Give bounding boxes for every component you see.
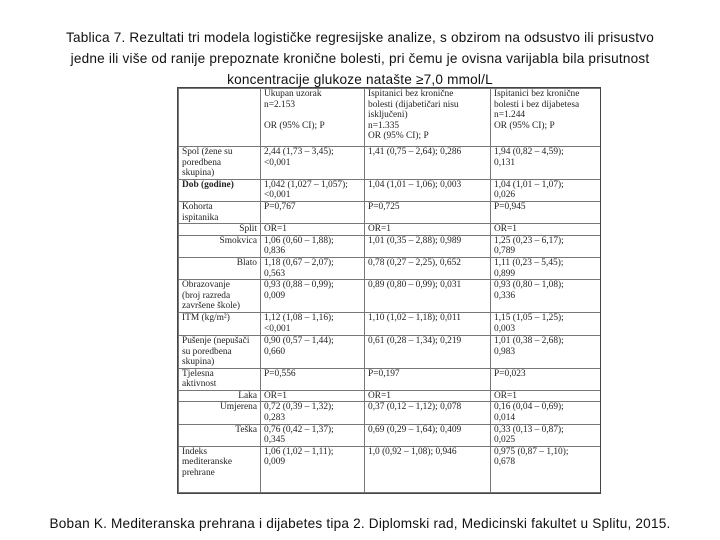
- header-cell: [179, 89, 261, 147]
- table-cell: 1,94 (0,82 – 4,59); 0,131: [491, 147, 601, 180]
- table-cell: 1,01 (0,35 – 2,88); 0,989: [365, 235, 491, 257]
- row-label: Smokvica: [179, 235, 261, 257]
- table-cell: 0,69 (0,29 – 1,64); 0,409: [365, 424, 491, 446]
- row-label: Kohorta ispitanika: [179, 201, 261, 223]
- table-cell: P=0,767: [261, 201, 365, 223]
- table-cell: 0,61 (0,28 – 1,34); 0,219: [365, 335, 491, 368]
- row-label: Umjerena: [179, 402, 261, 424]
- table-row: [179, 280, 601, 313]
- table-cell: 0,975 (0,87 – 1,10); 0,678: [491, 446, 601, 492]
- table-header-row: [179, 89, 601, 147]
- table-row: [179, 235, 601, 257]
- table-cell: 0,16 (0,04 – 0,69); 0,014: [491, 402, 601, 424]
- table-cell: OR=1: [491, 224, 601, 236]
- table-cell: OR=1: [491, 390, 601, 402]
- table-cell: OR=1: [365, 390, 491, 402]
- row-label: ITM (kg/m²): [179, 312, 261, 335]
- table-row: [179, 424, 601, 446]
- table-cell: 0,89 (0,80 – 0,99); 0,031: [365, 280, 491, 313]
- table-cell: 1,10 (1,02 – 1,18); 0,011: [365, 312, 491, 335]
- caption-line-1: Tablica 7. Rezultati tri modela logističke regresijske analize, s obzirom na odsustvo ili prisustvo: [66, 30, 654, 45]
- header-cell: Ispitanici bez kronične bolesti i bez dijabetesa n=1.244 OR (95% CI); P: [491, 89, 601, 147]
- table-cell: P=0,945: [491, 201, 601, 223]
- table-cell: OR=1: [261, 390, 365, 402]
- row-label: Laka: [179, 390, 261, 402]
- table-row: [179, 335, 601, 368]
- table-row: [179, 224, 601, 236]
- regression-table: [177, 87, 601, 494]
- table-row: [179, 179, 601, 201]
- table-row: [179, 201, 601, 223]
- row-label: Blato: [179, 257, 261, 279]
- table-cell: 0,37 (0,12 – 1,12); 0,078: [365, 402, 491, 424]
- caption-line-3: koncentracije glukoze natašte ≥7,0 mmol/L: [227, 72, 493, 87]
- row-label: Split: [179, 224, 261, 236]
- table-row: [179, 390, 601, 402]
- table-cell: 1,04 (1,01 – 1,07); 0,026: [491, 179, 601, 201]
- table-cell: 0,78 (0,27 – 2,25), 0,652: [365, 257, 491, 279]
- table-row: [179, 147, 601, 180]
- table-row: [179, 257, 601, 279]
- row-label: Dob (godine): [179, 179, 261, 201]
- table-cell: 0,72 (0,39 – 1,32); 0,283: [261, 402, 365, 424]
- table-cell: 1,25 (0,23 – 6,17); 0,789: [491, 235, 601, 257]
- table-cell: P=0,197: [365, 368, 491, 390]
- table-cell: 1,18 (0,67 – 2,07); 0,563: [261, 257, 365, 279]
- table-cell: P=0,556: [261, 368, 365, 390]
- row-label: Teška: [179, 424, 261, 446]
- table-cell: 1,06 (0,60 – 1,88); 0,836: [261, 235, 365, 257]
- table-cell: 1,41 (0,75 – 2,64); 0,286: [365, 147, 491, 180]
- table-caption: [40, 27, 680, 90]
- table-cell: 0,93 (0,80 – 1,08); 0,336: [491, 280, 601, 313]
- table-cell: P=0,023: [491, 368, 601, 390]
- table-cell: OR=1: [365, 224, 491, 236]
- table-cell: 1,06 (1,02 – 1,11); 0,009: [261, 446, 365, 492]
- table-cell: 1,04 (1,01 – 1,06); 0,003: [365, 179, 491, 201]
- table-cell: P=0,725: [365, 201, 491, 223]
- caption-line-2: jedne ili više od ranije prepoznate kronične bolesti, pri čemu je ovisna varijabla bila prisutnost: [70, 51, 650, 66]
- header-cell: Ispitanici bez kronične bolesti (dijabetičari nisu isključeni) n=1.335 OR (95% CI); P: [365, 89, 491, 147]
- table-cell: 1,01 (0,38 – 2,68); 0,983: [491, 335, 601, 368]
- table-row: [179, 368, 601, 390]
- row-label: Indeks mediteranske prehrane: [179, 446, 261, 492]
- table-cell: 1,15 (1,05 – 1,25); 0,003: [491, 312, 601, 335]
- table-cell: 0,33 (0,13 – 0,87); 0,025: [491, 424, 601, 446]
- table-row: [179, 446, 601, 492]
- row-label: Tjelesna aktivnost: [179, 368, 261, 390]
- table-cell: 0,93 (0,88 – 0,99); 0,009: [261, 280, 365, 313]
- row-label: Obrazovanje (broj razreda završene škole): [179, 280, 261, 313]
- table-cell: 0,76 (0,42 – 1,37); 0,345: [261, 424, 365, 446]
- row-label: Pušenje (nepušači su poredbena skupina): [179, 335, 261, 368]
- table-cell: 1,0 (0,92 – 1,08); 0,946: [365, 446, 491, 492]
- source-citation: Boban K. Mediteranska prehrana i dijabetes tipa 2. Diplomski rad, Medicinski fakultet u Splitu, 2015.: [49, 516, 671, 531]
- header-cell: Ukupan uzorak n=2.153 OR (95% CI); P: [261, 89, 365, 147]
- row-label: Spol (žene su poredbena skupina): [179, 147, 261, 180]
- table-row: [179, 402, 601, 424]
- table-cell: OR=1: [261, 224, 365, 236]
- table-cell: 1,042 (1,027 – 1,057); <0,001: [261, 179, 365, 201]
- table-row: [179, 312, 601, 335]
- table-cell: 2,44 (1,73 – 3,45); <0,001: [261, 147, 365, 180]
- table-cell: 0,90 (0,57 – 1,44); 0,660: [261, 335, 365, 368]
- table-cell: 1,11 (0,23 – 5,45); 0,899: [491, 257, 601, 279]
- table-cell: 1,12 (1,08 – 1,16); <0,001: [261, 312, 365, 335]
